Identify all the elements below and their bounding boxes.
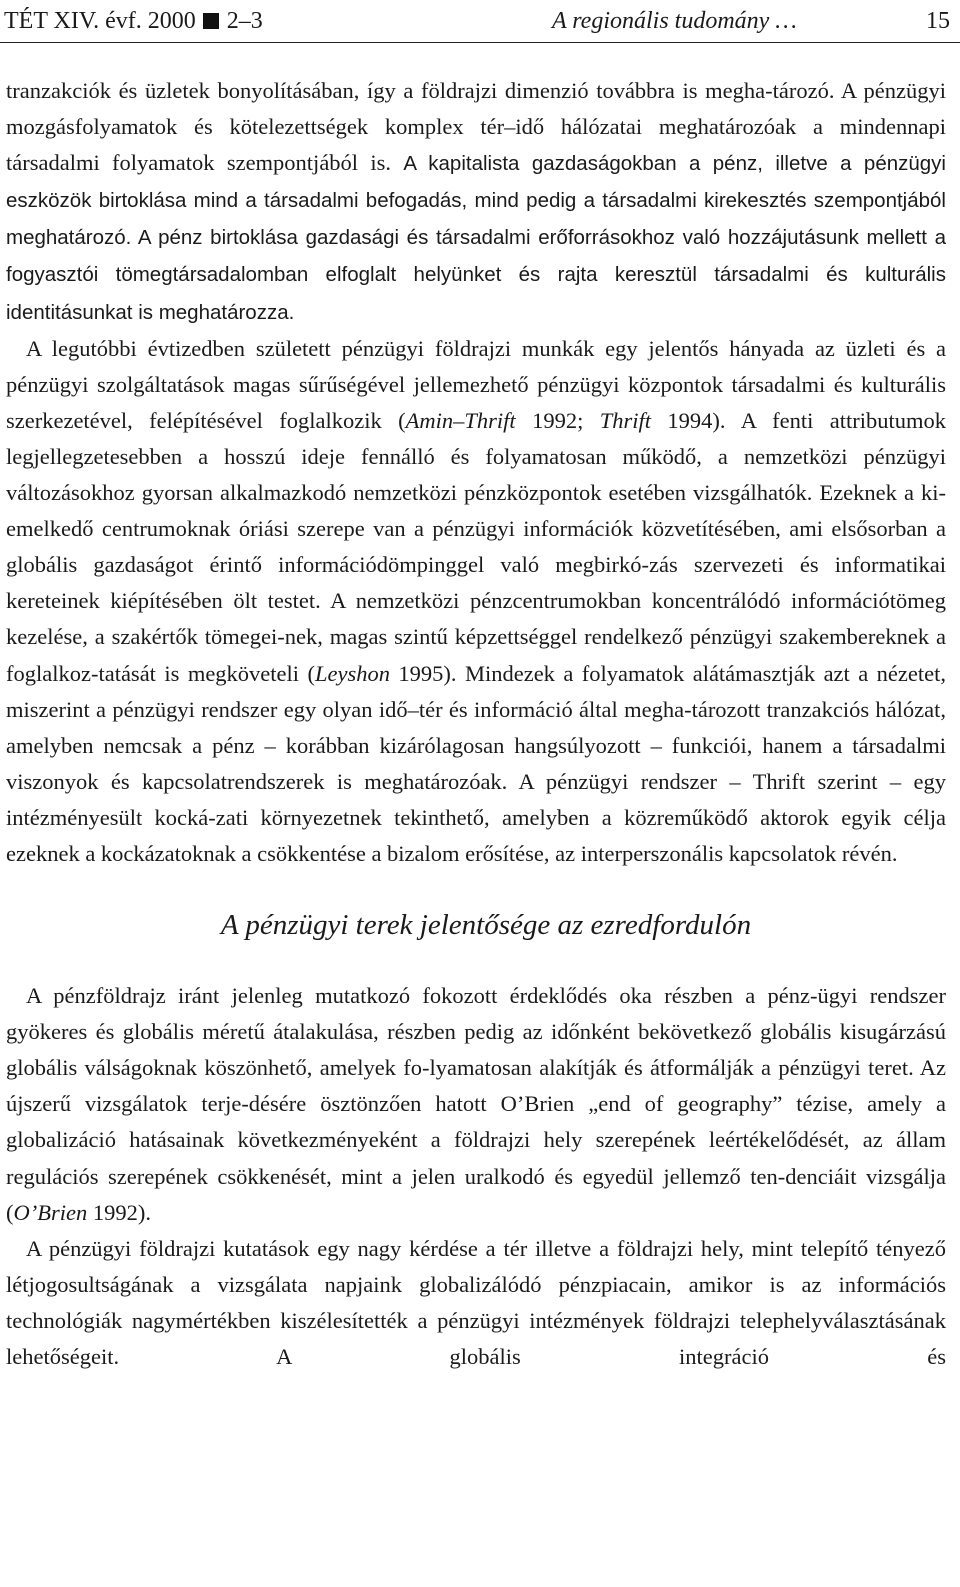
paragraph-3-text-2: 1992). bbox=[87, 1199, 151, 1225]
paragraph-4-text: A pénzügyi földrajzi kutatások egy nagy kérdése a tér illetve a földrajzi hely, mint telepítő tényező létjogosultságának a vizsgálata napjaink globalizálódó pénzpiacain, amikor is az információs technológiák nagymértékben kiszélesítették a pénzügyi intézmények földrajzi telephelyválasztásának lehetőségeit. A globális integráció és bbox=[6, 1235, 946, 1369]
paragraph-1 bbox=[6, 73, 946, 331]
journal-issue: 2–3 bbox=[226, 8, 263, 34]
page-body bbox=[6, 73, 946, 1375]
paragraph-2-text-1: A legutóbbi évtizedben született pénzügyi földrajzi munkák egy jelentős hányada az üzleti és a pénzügyi szolgáltatások magas sűrűségével jellemezhető pénzügyi központok társadalmi és kulturális szerkezetével, felépítésével foglalkozik ( bbox=[6, 335, 946, 433]
journal-info bbox=[4, 0, 263, 42]
citation-thrift: Thrift bbox=[599, 407, 652, 433]
article-title: A regionális tudomány … bbox=[552, 8, 797, 34]
paragraph-2-text-3: 1994). A fenti attributumok legjellegzetesebben a hosszú ideje fennálló és folyamatosan működő, a nemzetközi pénzügyi változásokhoz gyorsan alkalmazkodó nemzetközi pénzközpontok esetében vizsgálhatók. Ezeknek a ki-emelkedő centrumoknak óriási szerepe van a pénzügyi információk közvetítésében, ami elsősorban a globális gazdaságot érintő információdömpinggel való megbirkó-zás szervezeti és informatikai kereteinek kiépítésében ölt testet. A nemzetközi pénzcentrumokban koncentrálódó információtömeg kezelése, a szakértők tömegei-nek, magas szintű képzettséggel rendelkező pénzügyi szakembereknek a foglalkoz-tatását is megköveteli ( bbox=[6, 407, 946, 686]
citation-leyshon: Leyshon bbox=[314, 660, 390, 686]
square-bullet-icon bbox=[203, 13, 219, 29]
paragraph-2-text-2: 1992; bbox=[515, 407, 600, 433]
citation-obrien: O’Brien bbox=[13, 1199, 88, 1225]
section-title: A pénzügyi terek jelentősége az ezredfordulón bbox=[220, 909, 752, 942]
paragraph-1-sans-text: A kapitalista gazdaságokban a pénz, illetve a pénzügyi eszközök birtoklása mind a társadalmi befogadás, mind pedig a társadalmi kirekesztés szempontjából meghatározó. bbox=[6, 152, 946, 250]
citation-amin-thrift: Amin–Thrift bbox=[405, 407, 516, 433]
paragraph-1-sans-text-2: A pénz birtoklása gazdasági és társadalmi erőforrásokhoz való hozzájutásunk mellett a fogyasztói tömegtársadalomban elfoglalt helyünket és rajta keresztül társadalmi és kulturális identitásunkat is meghatározza. bbox=[6, 226, 946, 324]
running-header bbox=[0, 0, 960, 43]
paragraph-3 bbox=[6, 978, 946, 1231]
paragraph-2-text-4: 1995). Mindezek a folyamatok alátámasztják azt a nézetet, miszerint a pénzügyi rendszer egy olyan idő–tér és információ által megha-tározott tranzakciós hálózat, amelyben nemcsak a pénz – korábban kizárólagosan hangsúlyozott – funkciói, hanem a társadalmi viszonyok és kapcsolatrendszerek is meghatározóak. A pénzügyi rendszer – Thrift szerint – egy intézményesült kocká-zati környezetnek tekinthető, amelyben a közreműködő aktorok egyik célja ezeknek a kockázatoknak a csökkentése a bizalom erősítése, az interperszonális kapcsolatok révén. bbox=[6, 660, 946, 866]
paragraph-2 bbox=[6, 331, 946, 872]
paragraph-1-start: tranzakciók és üzletek bonyolításában, így a földrajzi dimenzió továbbra is megha-tározó. A pénzügyi mozgásfolyamatok és kötelezettségek komplex tér–idő hálózatai meghatározóak a mindennapi társadalmi folyamatok szempontjából is. bbox=[6, 78, 946, 176]
paragraph-4 bbox=[6, 1231, 946, 1375]
page-number: 15 bbox=[926, 8, 950, 34]
paragraph-3-text-1: A pénzföldrajz iránt jelenleg mutatkozó fokozott érdeklődés oka részben a pénz-ügyi rendszer gyökeres és globális méretű átalakulása, részben pedig az időnként bekövetkező globális kisugárzású globális válságoknak köszönhető, amelyek fo-lyamatosan alakítják és átformálják a pénzügyi teret. Az újszerű vizsgálatok terje-désére ösztönzően hatott O’Brien „end of geography” tézise, amely a globalizáció hatásainak következményeként a földrajzi hely szerepének leértékelődését, az állam regulációs szerepének csökkenését, mint a jelen uralkodó és egyedül jellemző ten-denciáit vizsgálja ( bbox=[6, 983, 946, 1225]
journal-volume: TÉT XIV. évf. 2000 bbox=[4, 8, 196, 34]
